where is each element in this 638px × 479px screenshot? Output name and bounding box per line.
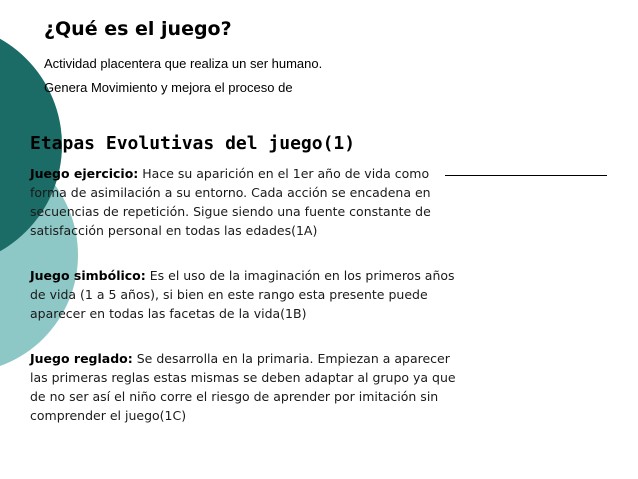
- stage-line: de vida (1 a 5 años), si bien en este rango esta presente puede: [30, 287, 428, 302]
- stage-line: las primeras reglas estas mismas se deben adaptar al grupo ya que: [30, 370, 456, 385]
- stage-line: de no ser así el niño corre el riesgo de aprender por imitación sin: [30, 389, 439, 404]
- subtitle-line-1: Actividad placentera que realiza un ser humano.: [44, 56, 323, 71]
- stage-line: [30, 349, 530, 368]
- stage-block-simbolico: [30, 266, 530, 323]
- stage-line: [30, 164, 530, 183]
- stage-line: forma de asimilación a su entorno. Cada acción se encadena en: [30, 185, 431, 200]
- stage-text: Es el uso de la imaginación en los primeros años: [145, 268, 455, 283]
- stage-line: satisfacción personal en todas las edades(1A): [30, 223, 318, 238]
- section-heading: Etapas Evolutivas del juego(1): [30, 133, 356, 154]
- stage-text: Hace su aparición en el 1er año de vida como: [138, 166, 430, 181]
- stage-line: comprender el juego(1C): [30, 408, 187, 423]
- subtitle-line-2: Genera Movimiento y mejora el proceso de: [44, 80, 293, 95]
- stage-line: aparecer en todas las facetas de la vida(1B): [30, 306, 307, 321]
- stage-line: [30, 266, 530, 285]
- stage-term: Juego reglado:: [30, 351, 133, 366]
- slide-title: ¿Qué es el juego?: [44, 18, 232, 40]
- stage-line: secuencias de repetición. Sigue siendo una fuente constante de: [30, 204, 431, 219]
- stage-block-reglado: [30, 349, 530, 425]
- stage-block-ejercicio: [30, 164, 530, 240]
- stage-term: Juego ejercicio:: [30, 166, 139, 181]
- stage-term: Juego simbólico:: [30, 268, 146, 283]
- stage-text: Se desarrolla en la primaria. Empiezan a aparecer: [132, 351, 450, 366]
